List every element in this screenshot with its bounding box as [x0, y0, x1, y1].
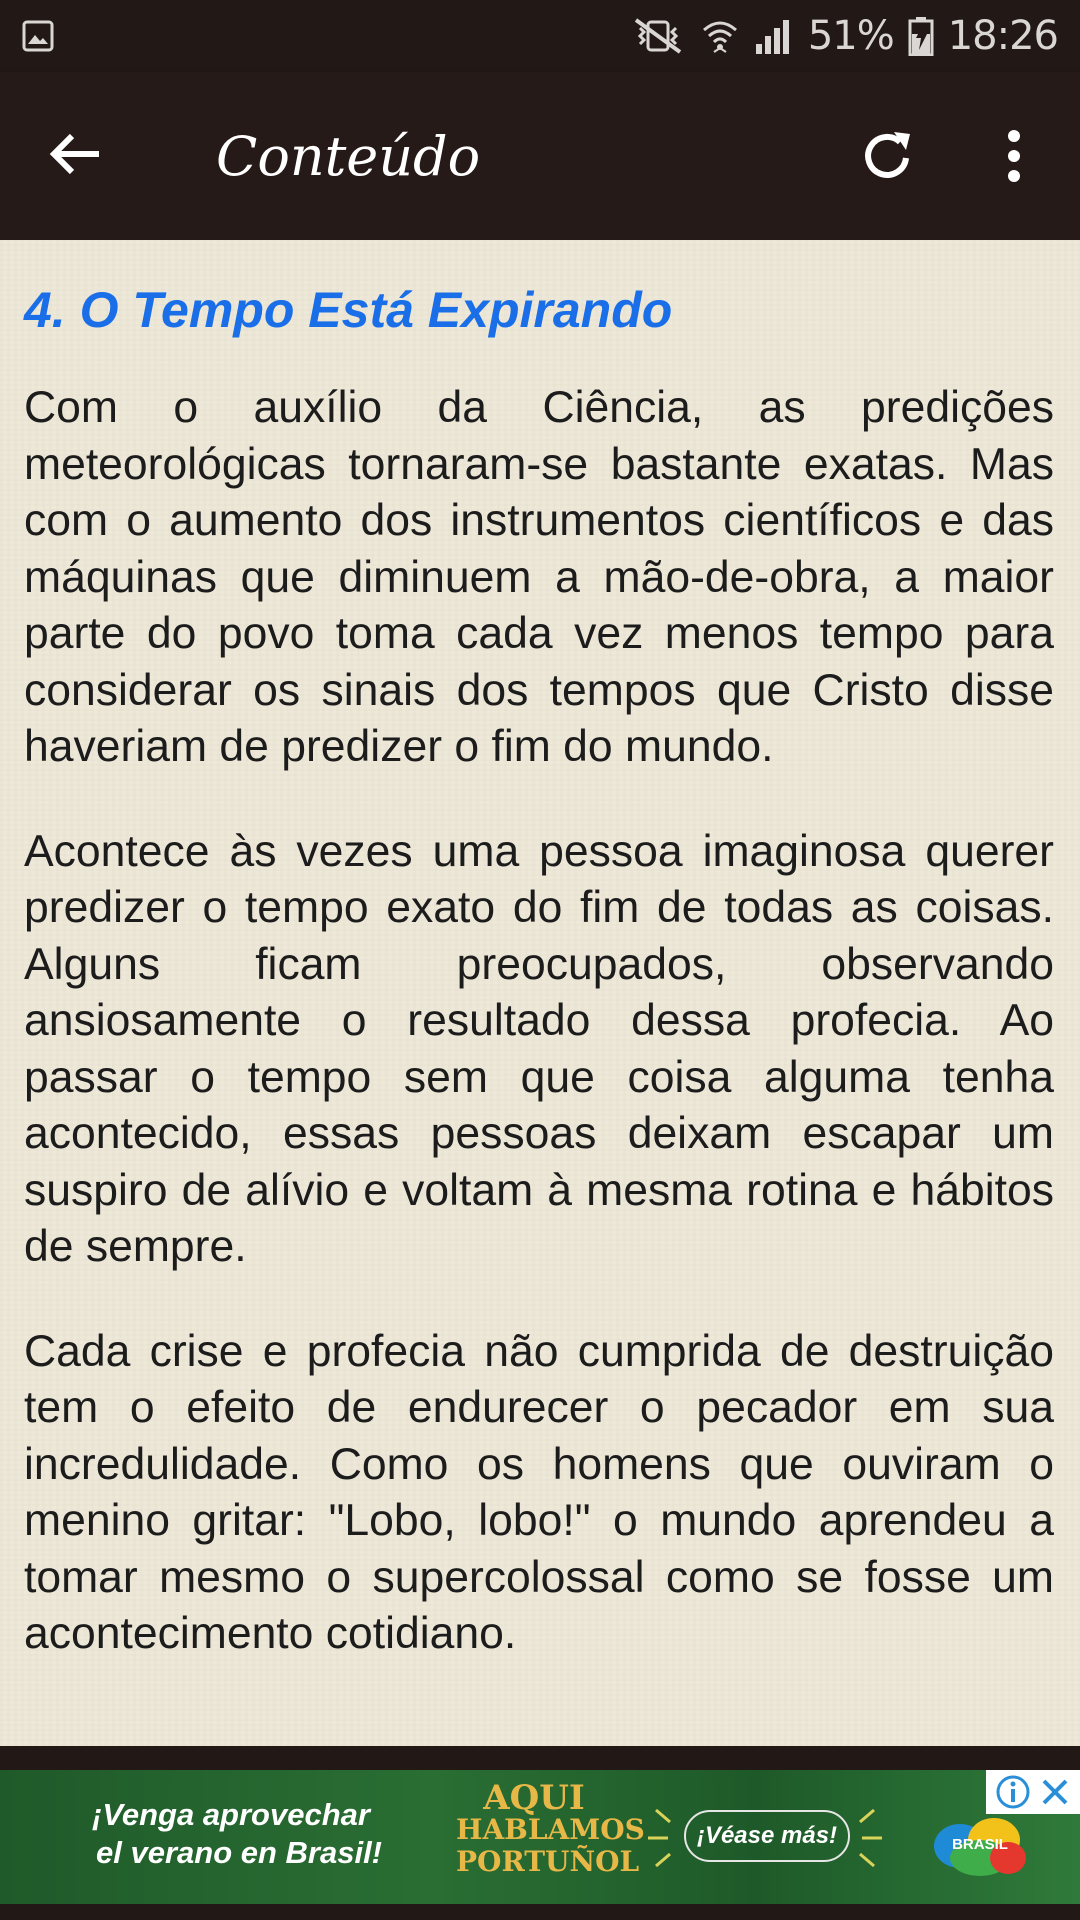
content-area[interactable] [0, 240, 1080, 1746]
ad-brand-logo [930, 1812, 1030, 1882]
ad-banner[interactable] [0, 1770, 1080, 1904]
ad-choices-badge[interactable] [986, 1770, 1080, 1814]
wifi-icon [700, 16, 740, 56]
ad-brand-text: BRASIL [952, 1836, 1008, 1853]
ad-logo [456, 1778, 645, 1894]
battery-percent: 51% [807, 13, 894, 59]
article-paragraph: Cada crise e profecia não cumprida de destruição tem o efeito de endurecer o pecador em sua incredulidade. Como os homens que ouviram o menino gritar: "Lobo, lobo!" o mundo aprendeu a tomar mesmo o supercolossal como se fosse um acontecimento cotidiano. [24, 1326, 1054, 1658]
article-paragraph: Acontece às vezes uma pessoa imaginosa querer predizer o tempo exato do fim de todas as coisas. Alguns ficam preocupados, observando ansiosamente o resultado dessa profecia. Ao passar o tempo sem que coisa alguma tenha acontecido, essas pessoas deixam escapar um suspiro de alívio e voltam à mesma rotina e hábitos de sempre. [24, 826, 1054, 1271]
clock: 18:26 [947, 13, 1058, 59]
battery-icon [908, 16, 934, 56]
refresh-icon[interactable] [858, 126, 918, 186]
page-title: Conteúdo [216, 125, 481, 188]
article [24, 278, 1054, 1711]
mute-vibrate-icon [630, 16, 686, 56]
ad-cta-button[interactable]: ¡Véase más! [684, 1810, 850, 1862]
ad-logo-line3: PORTUÑOL [456, 1845, 640, 1878]
navigation-bar-strip [0, 1904, 1080, 1920]
signal-icon [754, 16, 794, 56]
article-paragraph: Com o auxílio da Ciência, as predições meteorológicas tornaram-se bastante exatas. Mas com o aumento dos instrumentos científicos e das máquinas que diminuem a mão-de-obra, a maior parte do povo toma cada vez menos tempo para considerar os sinais dos tempos que Cristo disse haveriam de predizer o fim do mundo. [24, 383, 1054, 771]
ad-slogan [92, 1796, 422, 1872]
ad-logo-line2: HABLAMOS [456, 1813, 645, 1846]
back-arrow-icon[interactable] [44, 124, 104, 184]
article-heading: 4. O Tempo Está Expirando [24, 282, 673, 338]
more-vert-icon[interactable] [994, 126, 1034, 186]
status-icons [630, 0, 1058, 72]
app-bar [0, 72, 1080, 240]
close-icon[interactable] [1039, 1776, 1071, 1808]
gallery-icon [22, 20, 54, 52]
ad-slogan-line2: el verano en Brasil! [96, 1835, 383, 1870]
ad-slogan-line1: ¡Venga aprovechar [92, 1797, 370, 1832]
ad-logo-line1: AQUI [483, 1778, 585, 1818]
status-bar [0, 0, 1080, 72]
info-icon[interactable] [995, 1774, 1031, 1810]
